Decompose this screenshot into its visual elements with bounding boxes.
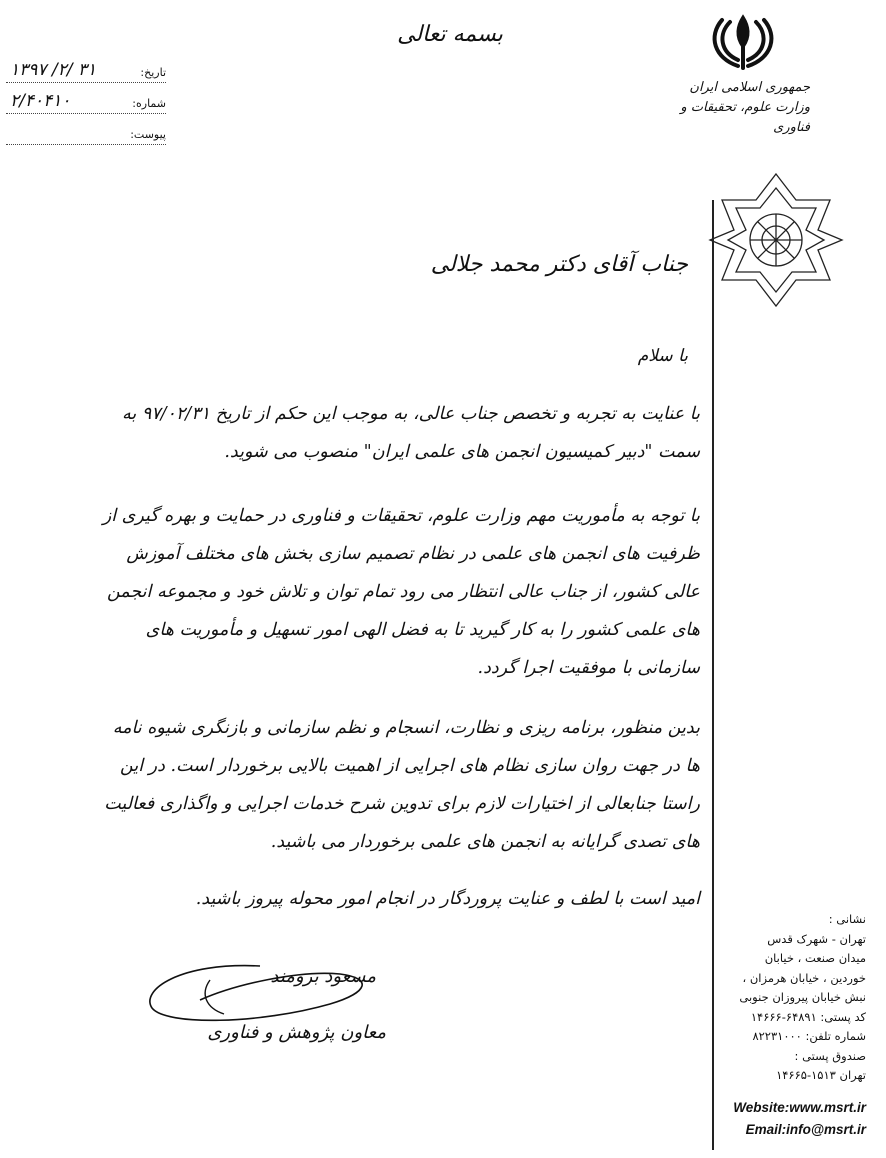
address-line: تهران ۱۵۱۳-۱۴۶۶۵	[776, 1068, 866, 1082]
signatory-name: مسعود برومند	[270, 966, 376, 987]
letter-paragraph: با توجه به مأموریت مهم وزارت علوم، تحقیقات و فناوری در حمایت و بهره گیری از ظرفیت های انجمن های علمی در نظام تصمیم سازی بخش های مختلف آموزش عالی کشور، از جناب عالی انتظار می رود تمام توان و تلاش خود و مجموعه انجمن های علمی کشور را به کار گیرید تا به فضل الهی امور تسهیل و مأموریت های سازمانی با موفقیت اجرا گردد.	[102, 506, 700, 678]
attachment-row	[6, 122, 166, 145]
address-line: میدان صنعت ، خیابان	[764, 951, 866, 965]
address-line: صندوق پستی :	[794, 1048, 866, 1063]
address-line: نبش خیابان پیروزان جنوبی	[739, 990, 866, 1004]
ministry-name	[660, 78, 810, 138]
iran-emblem-icon	[708, 12, 778, 72]
address-line: نشانی :	[828, 912, 866, 926]
number-value: ۲/۴۰۴۱۰	[10, 91, 71, 111]
number-row	[6, 91, 166, 114]
address-line: کد پستی: ۶۴۸۹۱-۱۴۶۶۶	[750, 1009, 866, 1024]
number-label: شماره:	[132, 97, 166, 110]
greeting: با سلام	[637, 346, 688, 366]
signatory-title: معاون پژوهش و فناوری	[207, 1022, 386, 1043]
address-line: خوردین ، خیابان هرمزان ،	[742, 970, 866, 985]
date-value: ۱۳۹۷ /۲/ ۳۱	[10, 60, 97, 80]
date-label: تاریخ:	[140, 66, 166, 79]
website-link[interactable]: Website:www.msrt.ir	[733, 1100, 866, 1115]
address-line: شماره تلفن: ۸۲۲۳۱۰۰۰	[752, 1029, 866, 1043]
letter-paragraph: با عنایت به تجربه و تخصص جناب عالی، به موجب این حکم از تاریخ ۹۷/۰۲/۳۱ به سمت "دبیر کمیسیون انجمن های علمی ایران" منصوب می شوید.	[121, 404, 700, 462]
ornament-icon	[706, 170, 846, 310]
letter-meta	[6, 60, 166, 153]
letter-paragraph: امید است با لطف و عنایت پروردگار در انجام امور محوله پیروز باشید.	[195, 889, 700, 909]
date-row	[6, 60, 166, 83]
attachment-label: پیوست:	[130, 128, 166, 141]
ministry-line-country: جمهوری اسلامی ایران	[689, 80, 810, 95]
address-block	[716, 910, 866, 1086]
addressee: جناب آقای دکتر محمد جلالی	[430, 252, 688, 277]
address-line: تهران - شهرک قدس	[767, 931, 866, 946]
bismillah-heading: بسمه تعالی	[397, 22, 503, 47]
letter-paragraph: بدین منظور، برنامه ریزی و نظارت، انسجام و نظم سازمانی و بازنگری شیوه نامه ها در جهت روان سازی نظام های اجرایی از اهمیت بالایی برخوردار است. در این راستا جنابعالی از اختیارات لازم برای تدوین شرح خدمات اجرایی و واگذاری فعالیت های تصدی گرایانه به انجمن های علمی برخوردار می باشید.	[104, 718, 700, 852]
ministry-line-ministry: وزارت علوم، تحقیقات و فناوری	[680, 100, 810, 135]
vertical-divider	[712, 200, 714, 1150]
email-link[interactable]: Email:info@msrt.ir	[745, 1122, 866, 1137]
